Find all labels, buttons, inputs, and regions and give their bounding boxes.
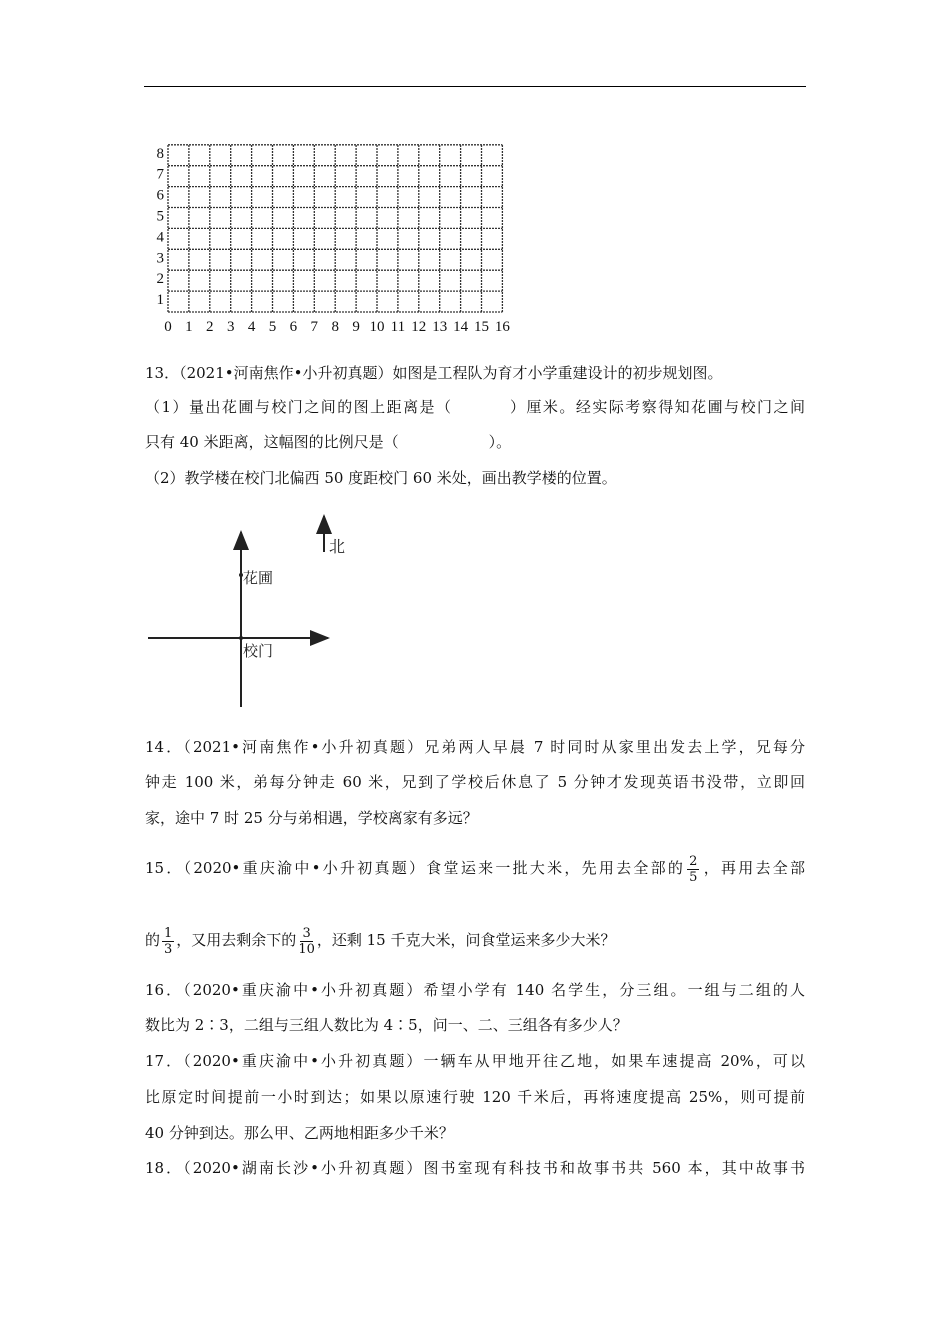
q13-line3b: ）。 xyxy=(488,433,512,451)
north-label: 北 xyxy=(329,537,346,556)
y-tick-label: 6 xyxy=(156,187,164,204)
q14-line2: 钟走 100 米，弟每分钟走 60 米，兄到了学校后休息了 5 分钟才发现英语书没带，立即回 xyxy=(145,773,805,791)
frac-num: 2 xyxy=(689,853,698,869)
frac-num: 3 xyxy=(302,925,311,941)
q16-line1: 16．（2020•重庆渝中•小升初真题）希望小学有 140 名学生，分三组。一组与二组的人 xyxy=(145,981,805,999)
q13-line2b: ）厘米。经实际考察得知花圃与校门之间 xyxy=(508,398,805,416)
x-tick-label: 15 xyxy=(474,319,489,335)
y-tick-label: 7 xyxy=(156,166,164,183)
x-tick-label: 6 xyxy=(289,319,298,335)
x-tick-label: 11 xyxy=(390,319,406,335)
q13-line3a: 只有 40 米距离，这幅图的比例尺是（ xyxy=(145,433,399,451)
y-tick-label: 8 xyxy=(156,145,164,162)
q15-line1 xyxy=(145,848,805,888)
q18-line1: 18．（2020•湖南长沙•小升初真题）图书室现有科技书和故事书共 560 本，其中故事书 xyxy=(145,1159,805,1177)
q15-line2b: ，又用去剩余下的 xyxy=(176,931,297,949)
x-tick-label: 16 xyxy=(494,319,510,335)
x-tick-label: 12 xyxy=(411,319,427,335)
frac-num: 1 xyxy=(164,925,173,941)
frac-den: 10 xyxy=(298,941,315,957)
q13-line2 xyxy=(145,397,805,417)
q15-line2a: 的 xyxy=(145,931,161,949)
q13-line4: （2）教学楼在校门北偏西 50 度距校门 60 米处，画出教学楼的位置。 xyxy=(145,469,617,487)
y-tick-label: 5 xyxy=(156,208,164,225)
gate-point xyxy=(239,636,243,640)
x-tick-label: 14 xyxy=(453,319,469,335)
fraction-1-3 xyxy=(162,926,174,957)
q16-line2: 数比为 2∶3，二组与三组人数比为 4∶5，问一、二、三组各有多少人？ xyxy=(145,1016,628,1034)
q15-line1b: ，再用去全部 xyxy=(701,859,805,877)
x-tick-label: 7 xyxy=(310,319,319,335)
x-tick-label: 13 xyxy=(432,319,448,335)
x-tick-label: 5 xyxy=(268,319,277,335)
gate-label: 校门 xyxy=(243,642,274,660)
y-tick-label: 3 xyxy=(156,250,164,267)
q15-line2c: ，还剩 15 千克大米，问食堂运来多少大米？ xyxy=(316,931,616,949)
x-tick-label: 8 xyxy=(331,319,339,335)
y-tick-label: 1 xyxy=(156,292,164,309)
q15-line2 xyxy=(145,920,805,960)
frac-den: 3 xyxy=(164,941,173,957)
garden-label: 花圃 xyxy=(243,569,274,587)
fraction-2-5 xyxy=(687,854,699,885)
x-tick-label: 3 xyxy=(226,319,235,335)
y-tick-label: 4 xyxy=(156,229,164,246)
q17-line3: 40 分钟到达。那么甲、乙两地相距多少千米？ xyxy=(145,1124,454,1142)
q15-line1a: 15．（2020•重庆渝中•小升初真题）食堂运来一批大米，先用去全部的 xyxy=(145,859,686,877)
q14-line3: 家，途中 7 时 25 分与弟相遇，学校离家有多远？ xyxy=(145,809,478,827)
y-tick-label: 2 xyxy=(156,271,164,288)
frac-den: 5 xyxy=(689,869,698,885)
header-rule xyxy=(144,86,806,87)
x-tick-label: 0 xyxy=(164,319,172,335)
q13-line3 xyxy=(145,432,805,452)
coordinate-grid xyxy=(140,130,520,340)
x-tick-label: 9 xyxy=(352,319,360,335)
q17-line2: 比原定时间提前一小时到达；如果以原速行驶 120 千米后，再将速度提高 25%，则可提前 xyxy=(145,1088,805,1106)
x-tick-label: 10 xyxy=(369,319,385,335)
q13-line1: 13．（2021•河南焦作•小升初真题）如图是工程队为育才小学重建设计的初步规划图。 xyxy=(145,364,723,382)
x-tick-label: 1 xyxy=(185,319,193,335)
q17-line1: 17．（2020•重庆渝中•小升初真题）一辆车从甲地开往乙地，如果车速提高 20%，可以 xyxy=(145,1052,805,1070)
q13-line2a: （1）量出花圃与校门之间的图上距离是（ xyxy=(145,398,453,416)
fraction-3-10 xyxy=(298,926,315,957)
x-tick-label: 2 xyxy=(206,319,214,335)
x-tick-label: 4 xyxy=(247,319,256,335)
plan-diagram xyxy=(140,500,360,720)
q14-line1: 14．（2021•河南焦作•小升初真题）兄弟两人早晨 7 时同时从家里出发去上学，兄每分 xyxy=(145,738,805,756)
